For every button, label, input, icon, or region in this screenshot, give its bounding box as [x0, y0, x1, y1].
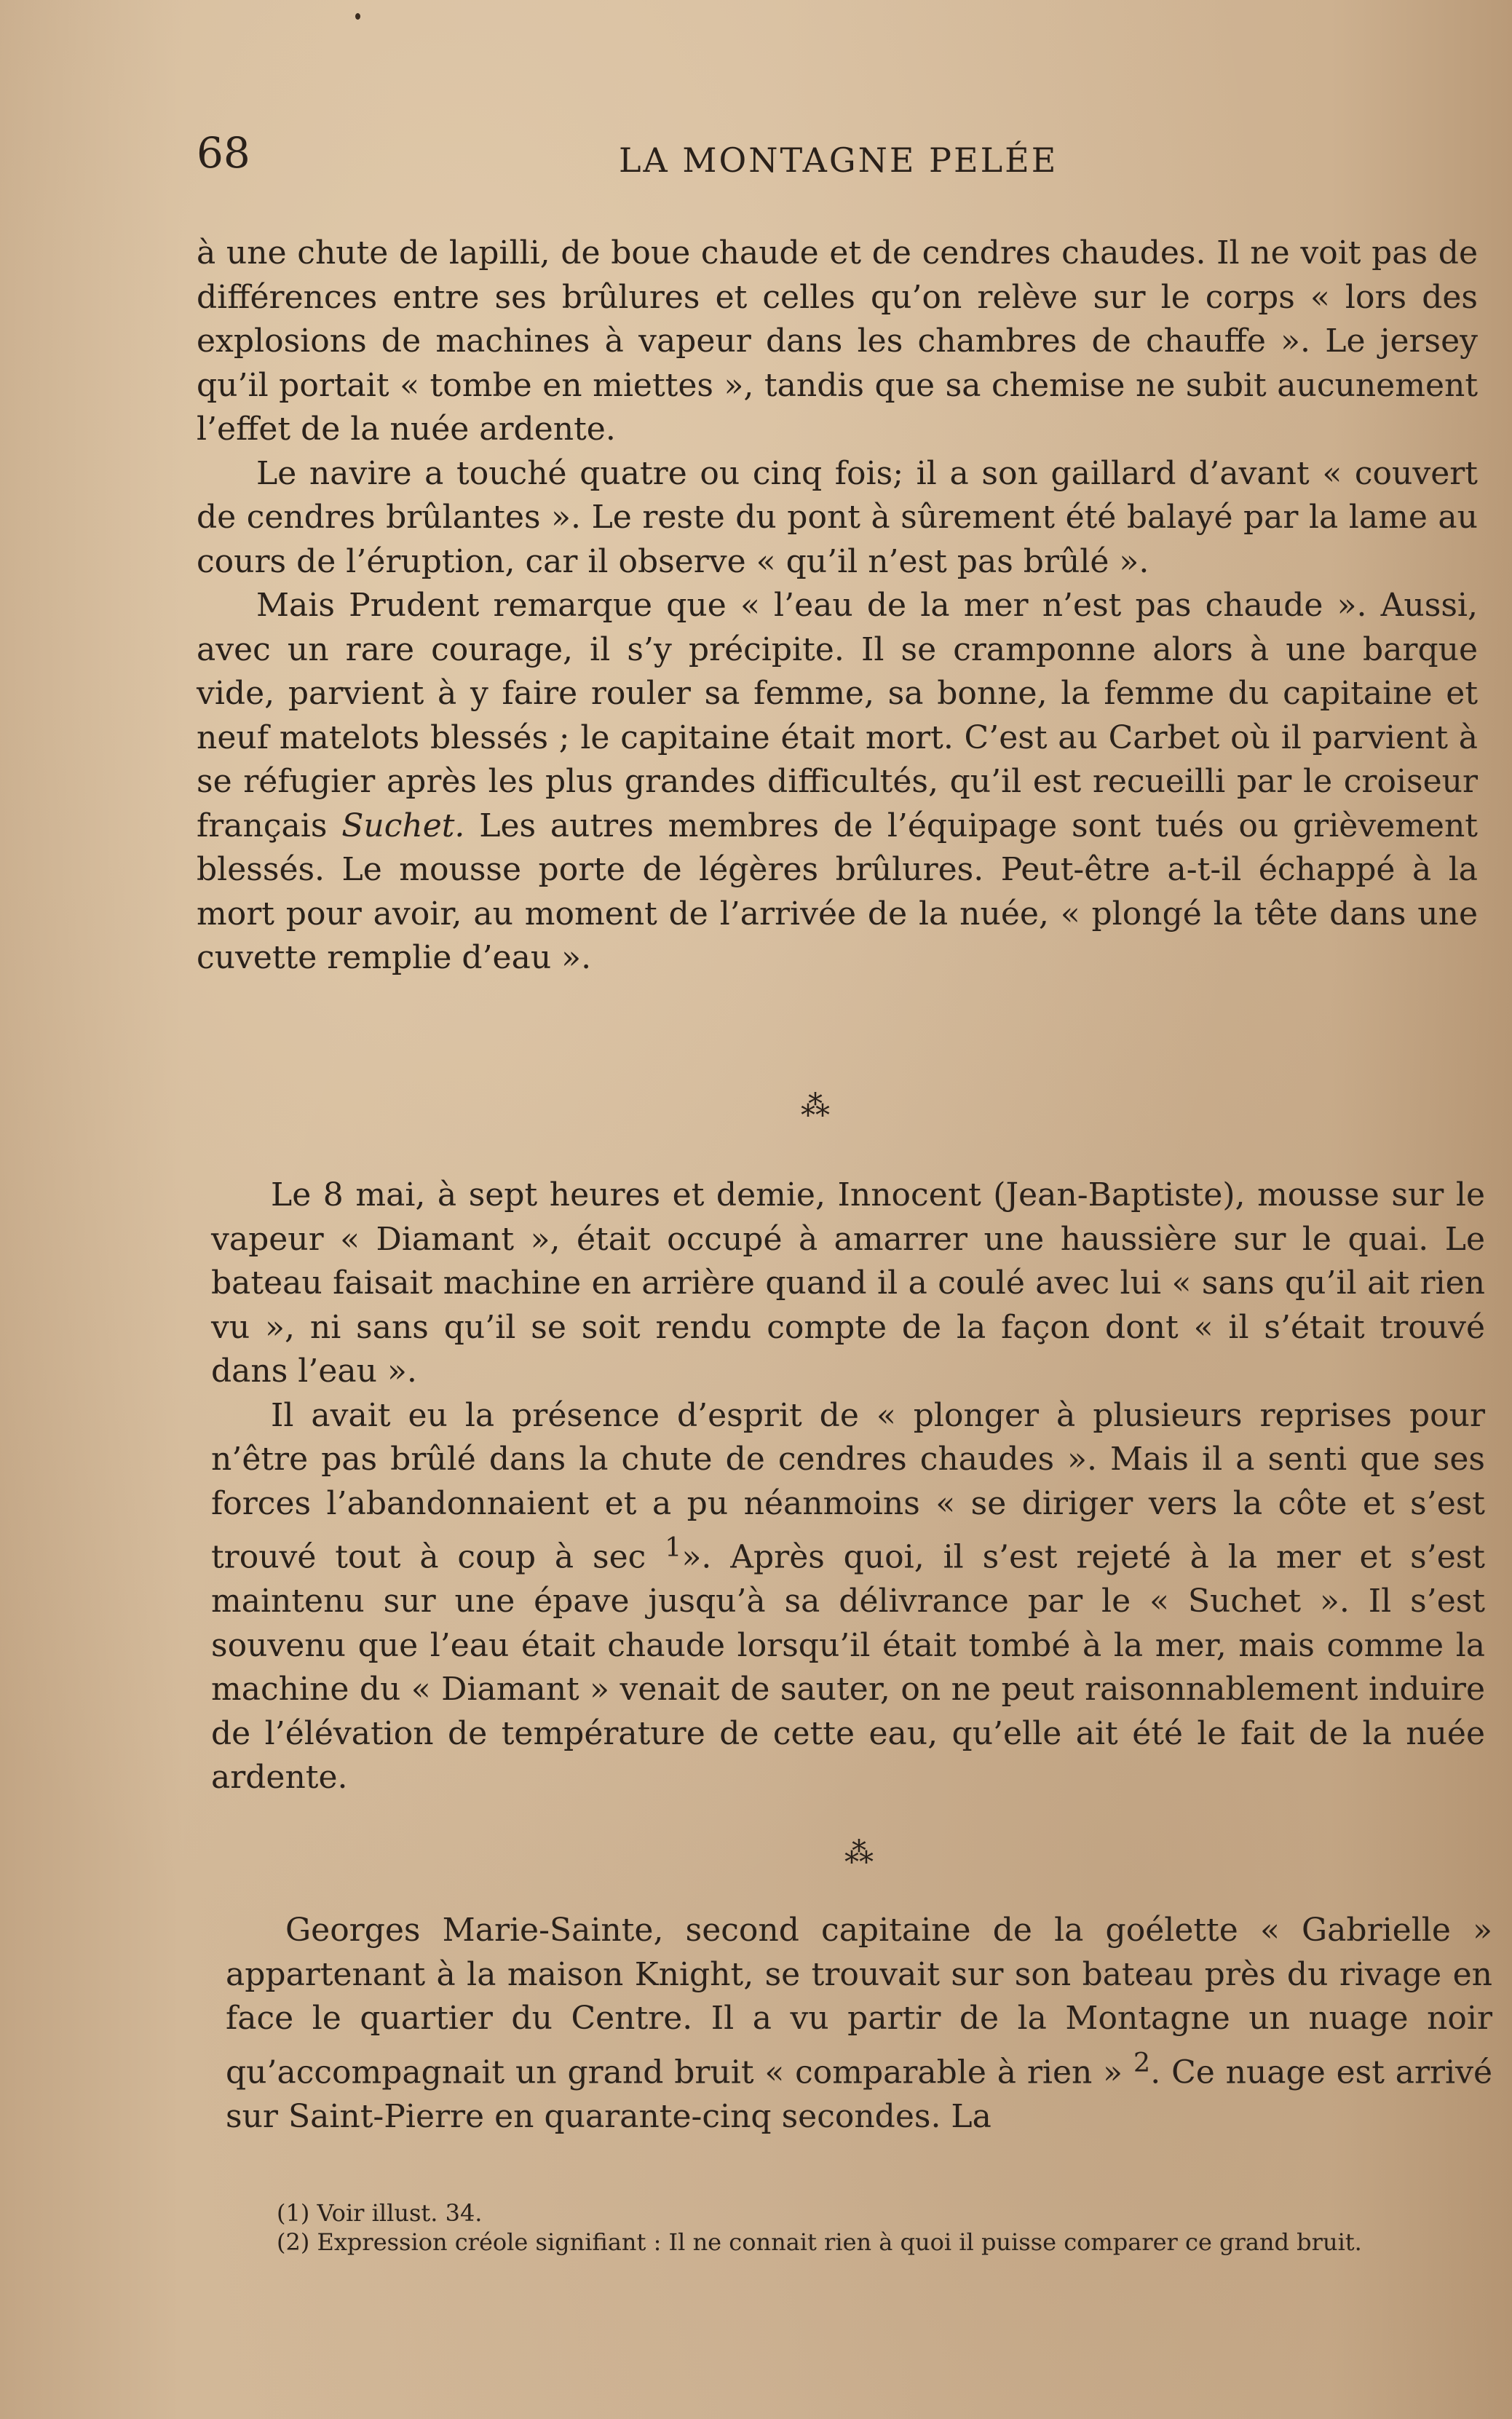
footnotes [277, 2198, 1478, 2257]
ship-name-italic: Suchet. [341, 807, 465, 844]
page-number: 68 [197, 128, 250, 178]
paragraph [197, 584, 1478, 981]
paragraph-text: Les autres membres de l’équipage sont tués ou grièvement blessés. Le mousse porte de légères brûlures. Peut-être a-t-il échappé à la mort pour avoir, au moment de l’arrivée de la nuée, « plongé la tête dans une cuvette remplie d’eau ». [197, 807, 1478, 976]
paragraph-text: . Ce nuage est arrivé sur Saint-Pierre en quarante-cinq secondes. La [226, 2054, 1492, 2135]
running-head [197, 124, 1471, 182]
paragraph-text: Il avait eu la présence d’esprit de « plonger à plusieurs reprises pour n’être pas brûlé dans la chute de cendres chaudes ». Mais il a senti que ses forces l’abandonnaient et a pu néanmoins « se diriger vers la côte et s’est trouvé tout à coup à sec [211, 1396, 1485, 1576]
footnote: (2) Expression créole signifiant : Il ne connait rien à quoi il puisse comparer ce grand bruit. [277, 2228, 1362, 2256]
asterism-separator: ⁂ [801, 1090, 830, 1123]
paragraph: à une chute de lapilli, de boue chaude et de cendres chaudes. Il ne voit pas de différences entre ses brûlures et celles qu’on relève sur le corps « lors des explosions de machines à vapeur dans les chambres de chauffe ». Le jersey qu’il portait « tombe en miettes », tandis que sa chemise ne subit aucunement l’effet de la nuée ardente. [197, 234, 1478, 448]
paragraph [211, 1394, 1485, 1800]
text-block-marie-sainte [226, 1909, 1492, 2139]
text-block-prudent [197, 231, 1478, 981]
paragraph-text: Mais Prudent remarque que « l’eau de la mer n’est pas chaude ». Aussi, avec un rare courage, il s’y précipite. Il se cramponne alors à une barque vide, parvient à y faire rouler sa femme, sa bonne, la femme du capitaine et neuf matelots blessés ; le capitaine était mort. C’est au Carbet où il parvient à se réfugier après les plus grandes difficultés, qu’il est recueilli par le croiseur français [197, 587, 1478, 844]
paragraph: Le navire a touché quatre ou cinq fois; il a son gaillard d’avant « couvert de cendres brûlantes ». Le reste du pont à sûrement été balayé par la lame au cours de l’éruption, car il observe « qu’il n’est pas brûlé ». [197, 454, 1478, 580]
footnote-marker: 1 [665, 1532, 682, 1563]
paragraph-text: Georges Marie-Sainte, second capitaine de la goélette « Gabrielle » appartenant à la maison Knight, se trouvait sur son bateau près du rivage en face le quartier du Centre. Il a vu partir de la Montagne un nuage noir qu’accompagnait un grand bruit « comparable à rien » [226, 1912, 1492, 2091]
footnote-marker: 2 [1133, 2046, 1151, 2078]
paragraph: Le 8 mai, à sept heures et demie, Innocent (Jean-Baptiste), mousse sur le vapeur « Diamant », était occupé à amarrer une haussière sur le quai. Le bateau faisait machine en arrière quand il a coulé avec lui « sans qu’il ait rien vu », ni sans qu’il se soit rendu compte de la façon dont « il s’était trouvé dans l’eau ». [211, 1176, 1485, 1390]
footnote: (1) Voir illust. 34. [277, 2199, 483, 2227]
text-block-innocent [211, 1173, 1485, 1800]
asterism-separator: ⁂ [844, 1837, 874, 1870]
ink-speck [355, 13, 360, 20]
running-title: LA MONTAGNE PELÉE [619, 140, 1058, 180]
paragraph [226, 1909, 1492, 2139]
paragraph-text: ». Après quoi, il s’est rejeté à la mer et s’est maintenu sur une épave jusqu’à sa délivrance par le « Suchet ». Il s’est souvenu que l’eau était chaude lorsqu’il était tombé à la mer, mais comme la machine du « Diamant » venait de sauter, on ne peut raisonnablement induire de l’élévation de température de cette eau, qu’elle ait été le fait de la nuée ardente. [211, 1538, 1485, 1797]
